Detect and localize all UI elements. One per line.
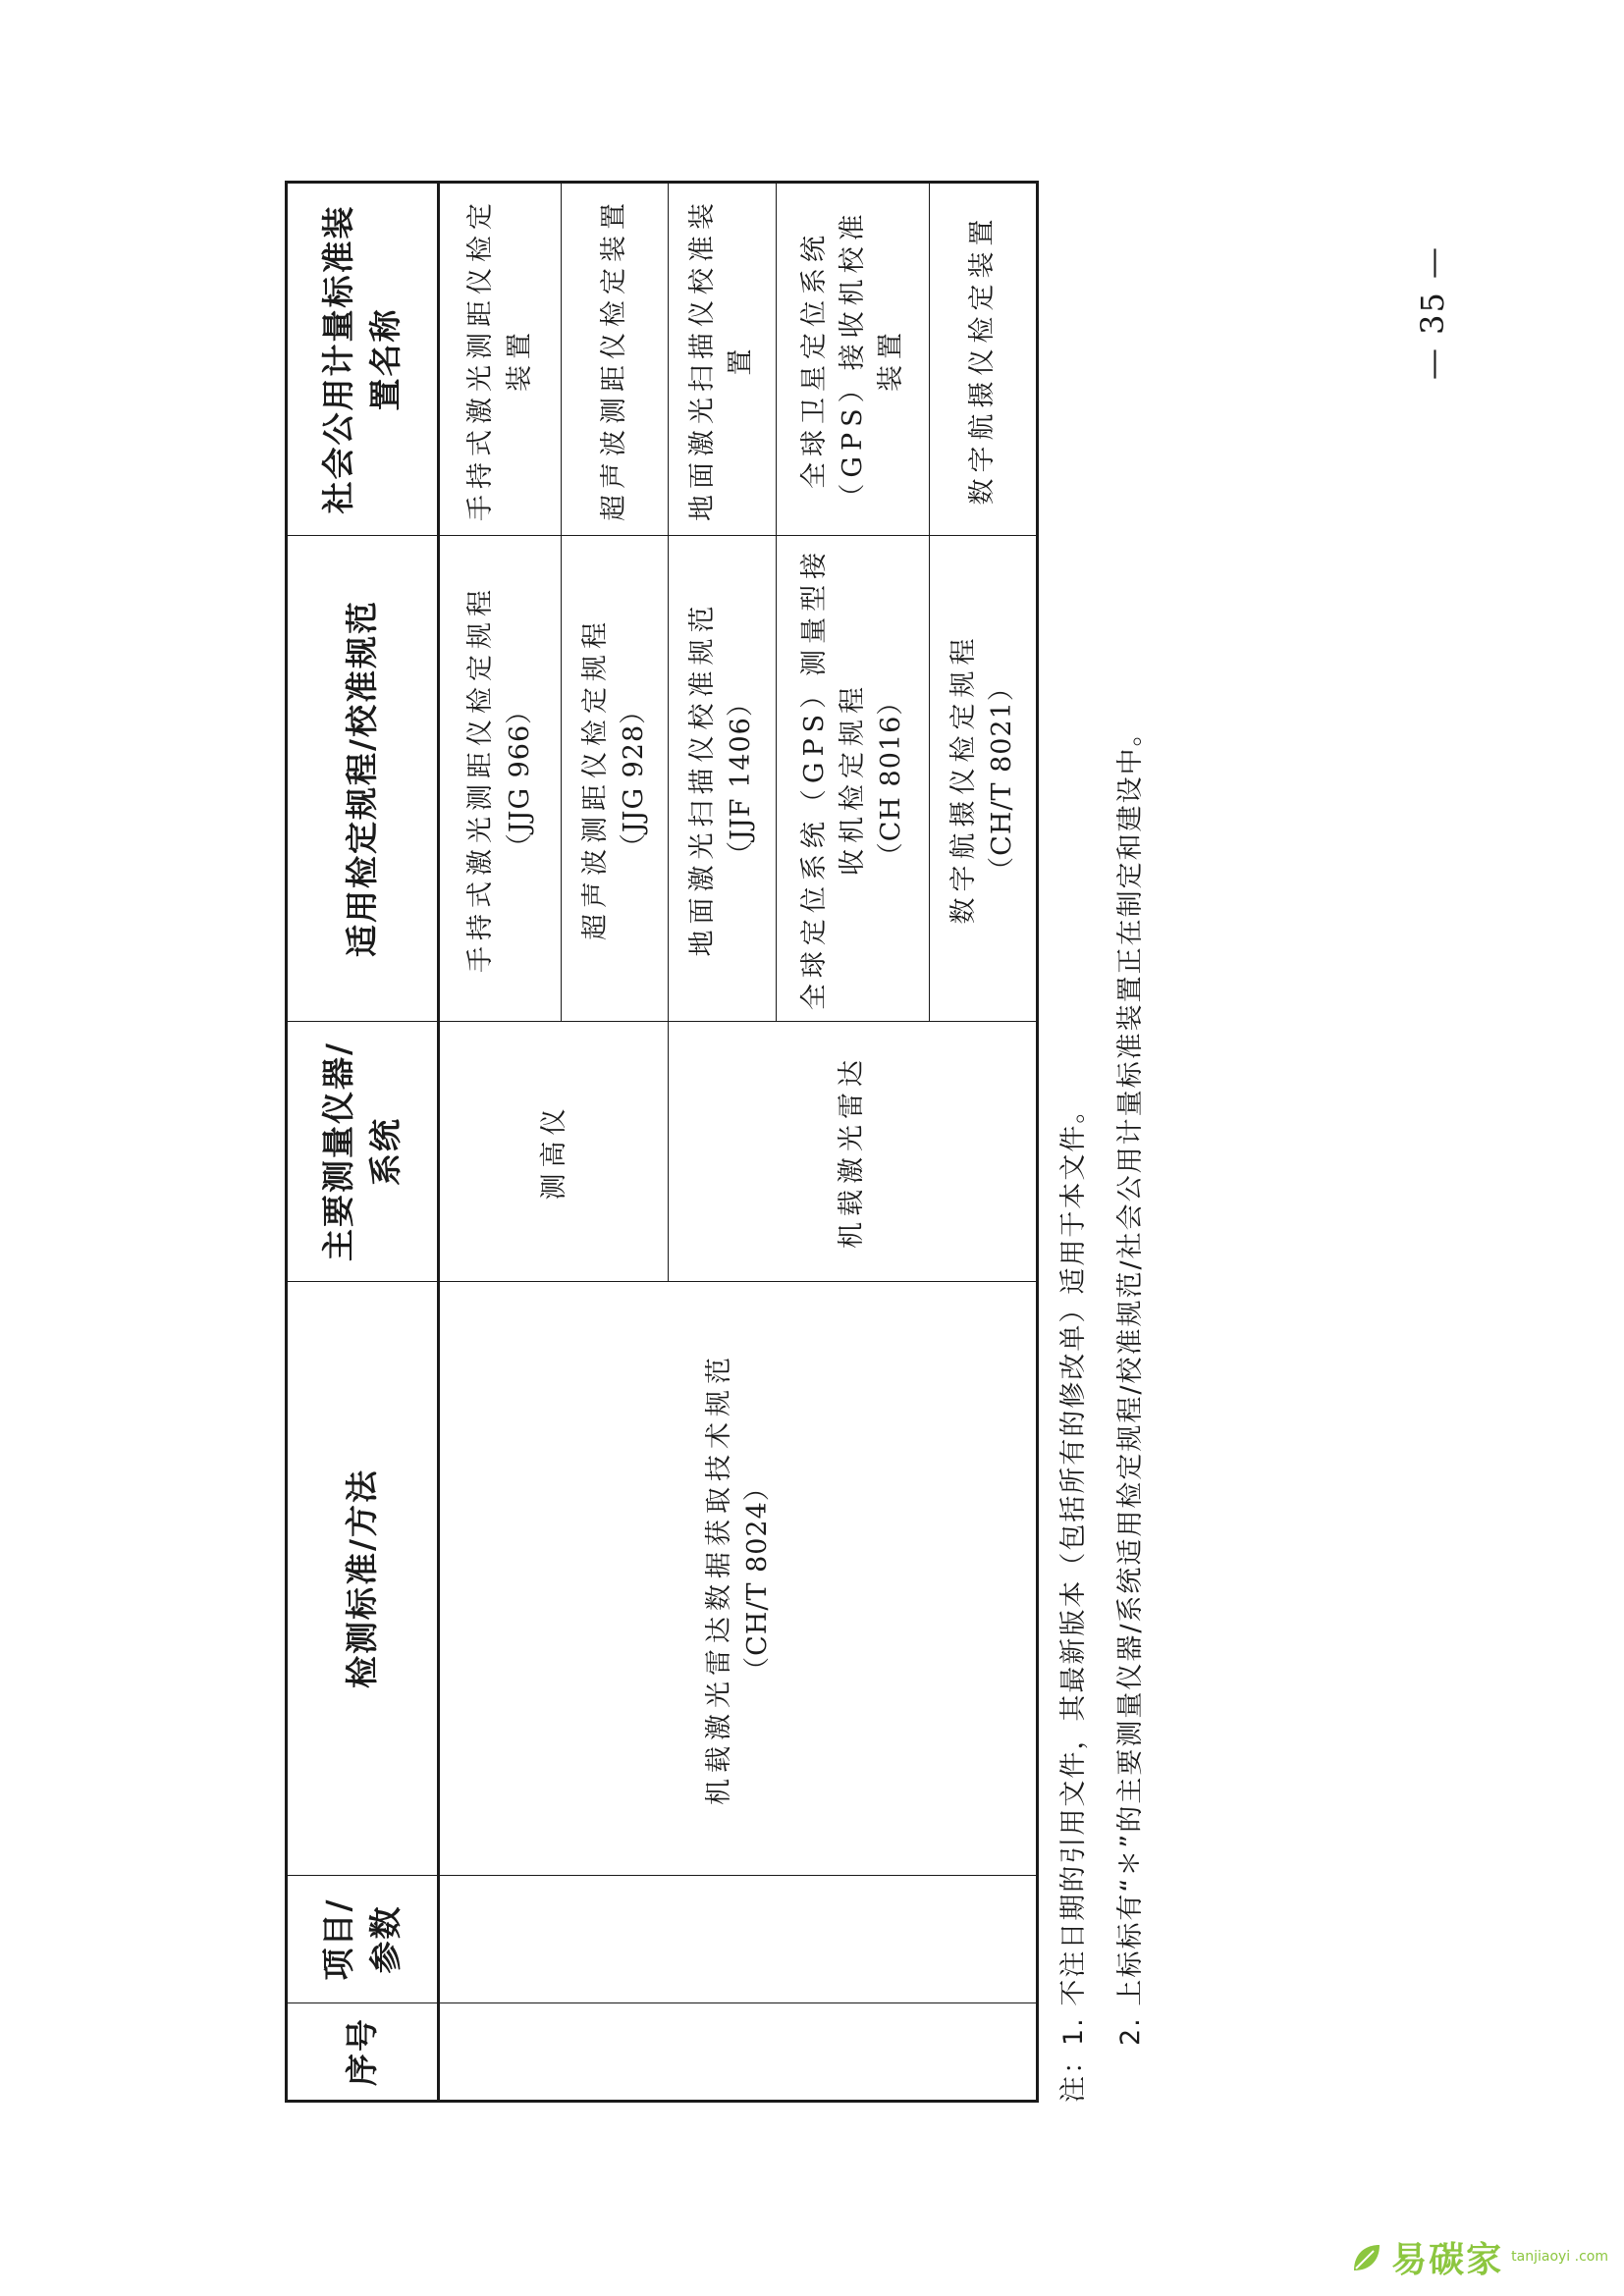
regulation-name: 手持式激光测距仪检定规程: [465, 584, 497, 973]
regulation-cell: [929, 536, 1037, 1022]
watermark-text: 易碳家: [1391, 2240, 1504, 2280]
device-cell: 地面激光扫描仪校准装置: [668, 183, 776, 536]
regulation-code: （JJF 1406）: [726, 689, 757, 868]
item-cell: [439, 1876, 1038, 2003]
regulation-cell: [439, 536, 561, 1022]
regulation-name: 地面激光扫描仪校准规范: [687, 600, 719, 957]
seq-cell: [439, 2003, 1038, 2102]
regulation-code: （JJG 928）: [618, 696, 649, 861]
header-seq: 序号: [287, 2003, 439, 2102]
note-1: 注：1. 不注日期的引用文件，其最新版本（包括所有的修改单）适用于本文件。: [1058, 1095, 1089, 2103]
regulation-cell: [561, 536, 668, 1022]
header-regulation: 适用检定规程/校准规范: [287, 536, 439, 1022]
regulation-code: （CH 8016）: [875, 687, 906, 870]
header-instrument: 主要测量仪器/系统: [287, 1022, 439, 1282]
regulation-code: （CH/T 8021）: [986, 673, 1017, 883]
method-name: 机载激光雷达数据获取技术规范: [703, 1352, 734, 1805]
header-device: 社会公用计量标准装置名称: [287, 183, 439, 536]
header-row: [287, 183, 439, 2102]
regulation-name: 全球定位系统（GPS）测量型接收机检定规程: [798, 546, 868, 1011]
header-item: 项目/参数: [287, 1876, 439, 2003]
device-cell: 手持式激光测距仪检定装置: [439, 183, 561, 536]
method-cell: [439, 1282, 1038, 1876]
device-cell: 全球卫星定位系统（GPS）接收机校准装置: [776, 183, 929, 536]
leaf-icon: [1350, 2241, 1383, 2274]
instrument-cell: 测高仪: [439, 1022, 668, 1282]
instrument-cell: 机载激光雷达: [668, 1022, 1037, 1282]
table-row: [439, 183, 561, 2102]
note-2: 2. 上标标有“＊”的主要测量仪器/系统适用检定规程/校准规范/社会公用计量标准装置正在制定和建设中。: [1115, 718, 1146, 2046]
regulation-name: 超声波测距仪检定规程: [579, 616, 611, 940]
regulation-code: （JJG 966）: [504, 696, 535, 861]
watermark-sub: tanjiaoyi .com: [1511, 2248, 1608, 2265]
regulation-name: 数字航摄仪检定规程: [947, 632, 979, 925]
device-cell: 超声波测距仪检定装置: [561, 183, 668, 536]
regulation-cell: [776, 536, 929, 1022]
standards-table: [285, 181, 1039, 2103]
watermark: [1350, 2232, 1608, 2282]
page-number: — 35 —: [1414, 244, 1451, 380]
device-cell: 数字航摄仪检定装置: [929, 183, 1037, 536]
method-code: （CH/T 8024）: [741, 1473, 773, 1683]
header-method: 检测标准/方法: [287, 1282, 439, 1876]
regulation-cell: [668, 536, 776, 1022]
